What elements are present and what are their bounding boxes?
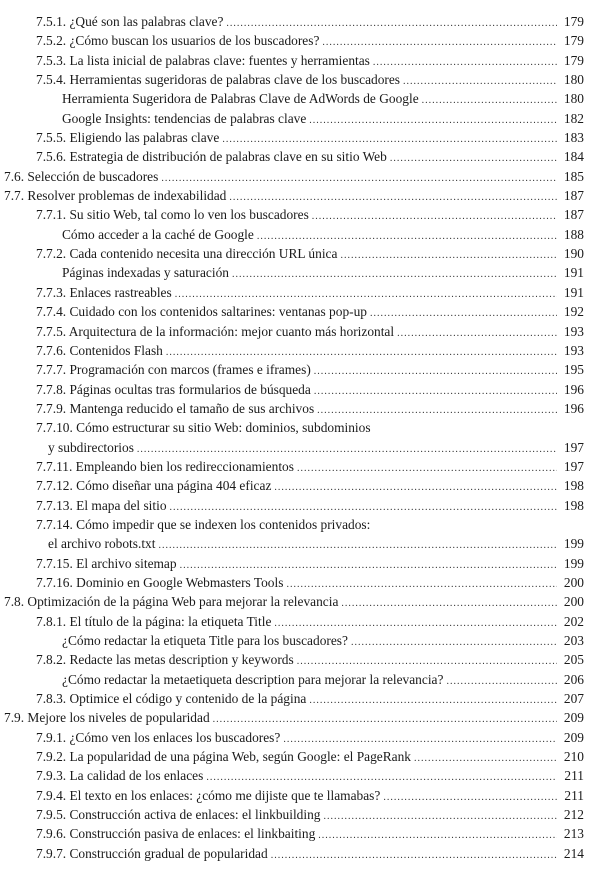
toc-entry[interactable] [0,302,600,321]
toc-entry-title: Herramienta Sugeridora de Palabras Clave de AdWords de Google [62,91,419,107]
toc-entry-page-number: 200 [563,594,584,610]
toc-entry-page-number: 198 [563,478,584,494]
toc-entry[interactable] [0,476,600,495]
toc-entry[interactable] [0,109,600,128]
toc-entry-title: 7.5.3. La lista inicial de palabras clave: fuentes y herramientas [36,52,370,68]
toc-entry-page-number: 199 [563,555,584,571]
toc-entry-title: 7.7.3. Enlaces rastreables [36,284,172,300]
toc-entry-title: 7.9.3. La calidad de los enlaces [36,768,204,784]
toc-entry-title: 7.7.15. El archivo sitemap [36,555,177,571]
toc-entry-title: 7.7.16. Dominio en Google Webmasters Tools [36,574,284,590]
toc-entry-title: 7.5.5. Eligiendo las palabras clave [36,130,220,146]
toc-entry-title: Cómo acceder a la caché de Google [62,226,254,242]
toc-entry[interactable] [0,554,600,573]
toc-entry-page-number: 180 [563,72,584,88]
toc-entry[interactable] [0,225,600,244]
toc-entry-title: 7.7.11. Empleando bien los redireccionamientos [36,458,294,474]
toc-entry[interactable] [0,283,600,302]
toc-entry[interactable] [0,844,600,863]
toc-entry-title: Google Insights: tendencias de palabras clave [62,110,307,126]
toc-entry-title: 7.7.10. Cómo estructurar su sitio Web: dominios, subdominios [36,420,371,436]
toc-entry-page-number: 191 [563,284,584,300]
toc-entry-page-number: 188 [563,226,584,242]
toc-entry-title: 7.9.2. La popularidad de una página Web, según Google: el PageRank [36,749,412,765]
toc-entry[interactable] [0,380,600,399]
toc-entry-page-number: 197 [563,458,584,474]
toc-entry-page-number: 192 [563,304,584,320]
toc-entry[interactable] [0,631,600,650]
toc-entry-page-number: 179 [563,14,584,29]
toc-entry[interactable] [0,824,600,843]
toc-entry-page-number: 185 [563,168,584,184]
toc-entry[interactable] [0,12,600,31]
toc-entry-title-continuation: y subdirectorios [48,439,134,455]
toc-entry[interactable] [0,147,600,166]
toc-entry-title: 7.7.1. Su sitio Web, tal como lo ven los buscadores [36,207,309,223]
toc-entry[interactable] [0,186,600,205]
toc-entry-title: 7.8.2. Redacte las metas description y keywords [36,652,294,668]
toc-entry-title: 7.7.13. El mapa del sitio [36,497,167,513]
toc-entry-title: 7.9. Mejore los niveles de popularidad [4,710,210,726]
toc-entry[interactable] [0,457,600,476]
toc-entry-page-number: 209 [563,710,584,726]
toc-entry-title: 7.8.1. El título de la página: la etiqueta Title [36,613,272,629]
toc-entry-page-number: 183 [563,130,584,146]
toc-entry-page-number: 213 [563,826,584,842]
toc-entry-page-number: 199 [563,536,584,552]
toc-entry-title: ¿Cómo redactar la etiqueta Title para los buscadores? [62,633,348,648]
toc-entry-page-number: 184 [563,149,584,165]
toc-entry[interactable] [0,399,600,418]
toc-entry[interactable] [0,244,600,263]
toc-entry-page-number: 202 [563,613,584,629]
toc-entry-page-number: 182 [563,110,584,126]
toc-entry[interactable] [0,612,600,631]
toc-entry-title-continuation: el archivo robots.txt [48,536,156,552]
toc-entry[interactable] [0,360,600,379]
toc-entry[interactable] [0,805,600,824]
toc-entry[interactable] [0,708,600,727]
toc-entry-title: 7.9.5. Construcción activa de enlaces: el linkbuilding [36,807,321,823]
toc-entry-page-number: 207 [563,691,584,707]
toc-entry-title: ¿Cómo redactar la metaetiqueta description para mejorar la relevancia? [62,671,444,687]
toc-entry-page-number: 206 [563,671,584,687]
toc-entry-title: 7.5.1. ¿Qué son las palabras clave? [36,14,224,29]
toc-entry-page-number: 197 [563,439,584,455]
toc-entry-page-number: 212 [563,807,584,823]
toc-entry[interactable] [0,341,600,360]
toc-entry[interactable] [0,205,600,224]
toc-entry[interactable] [0,689,600,708]
toc-entry-title: 7.7.14. Cómo impedir que se indexen los contenidos privados: [36,516,371,532]
toc-entry[interactable] [0,496,600,515]
toc-entry-page-number: 179 [563,52,584,68]
toc-entry-page-number: 211 [564,787,584,803]
toc-entry-title: Páginas indexadas y saturación [62,265,229,281]
toc-entry-title: 7.7.12. Cómo diseñar una página 404 eficaz [36,478,272,494]
toc-entry-title: 7.7.5. Arquitectura de la información: mejor cuanto más horizontal [36,323,395,339]
toc-entry-page-number: 198 [563,497,584,513]
toc-entry-title: 7.7.9. Mantenga reducido el tamaño de sus archivos [36,400,315,416]
toc-entry-page-number: 195 [563,362,584,378]
toc-entry[interactable] [0,592,600,611]
toc-entry-title: 7.8.3. Optimice el código y contenido de la página [36,691,307,707]
toc-entry-page-number: 203 [563,633,584,648]
toc-entry-title: 7.7.4. Cuidado con los contenidos saltarines: ventanas pop-up [36,304,367,320]
toc-entry[interactable] [0,167,600,186]
toc-entry-page-number: 200 [563,574,584,590]
toc-entry-title: 7.8. Optimización de la página Web para mejorar la relevancia [4,594,339,610]
toc-entry-page-number: 205 [563,652,584,668]
toc-entry[interactable] [0,418,600,457]
toc-entry-title: 7.9.1. ¿Cómo ven los enlaces los buscadores? [36,729,281,745]
toc-entry[interactable] [0,515,600,554]
toc-entry-page-number: 209 [563,729,584,745]
toc-entry-page-number: 193 [563,342,584,358]
toc-entry-title: 7.7.6. Contenidos Flash [36,342,163,358]
toc-entry-title: 7.5.6. Estrategia de distribución de palabras clave en su sitio Web [36,149,387,165]
toc-entry-page-number: 210 [563,749,584,765]
toc-entry-page-number: 191 [563,265,584,281]
toc-entry-page-number: 187 [563,207,584,223]
toc-entry-title: 7.6. Selección de buscadores [4,168,159,184]
toc-entry-page-number: 193 [563,323,584,339]
toc-entry[interactable] [0,70,600,89]
toc-entry[interactable] [0,728,600,747]
toc-entry-title: 7.7.8. Páginas ocultas tras formularios de búsqueda [36,381,311,397]
toc-entry-title: 7.9.4. El texto en los enlaces: ¿cómo me dijiste que te llamabas? [36,787,381,803]
toc-entry-title: 7.5.2. ¿Cómo buscan los usuarios de los buscadores? [36,33,320,49]
toc-entry-title: 7.7. Resolver problemas de indexabilidad [4,188,227,204]
toc-entry-title: 7.5.4. Herramientas sugeridoras de palabras clave de los buscadores [36,72,401,88]
toc-entry[interactable] [0,766,600,785]
toc-entry-page-number: 196 [563,400,584,416]
toc-entry-page-number: 187 [563,188,584,204]
toc-entry[interactable] [0,89,600,108]
toc-entry-page-number: 196 [563,381,584,397]
toc-entry[interactable] [0,670,600,689]
toc-entry[interactable] [0,263,600,282]
toc-entry-page-number: 180 [563,91,584,107]
toc-entry[interactable] [0,128,600,147]
toc-entry[interactable] [0,573,600,592]
toc-entry-page-number: 211 [564,768,584,784]
dot-leader [271,846,557,865]
toc-entry[interactable] [0,747,600,766]
toc-entry-page-number: 214 [563,845,584,861]
toc-entry-page-number: 179 [563,33,584,49]
toc-entry[interactable] [0,31,600,50]
toc-entry-page-number: 190 [563,246,584,262]
toc-entry-title: 7.7.7. Programación con marcos (frames e iframes) [36,362,311,378]
toc-entry[interactable] [0,786,600,805]
toc-entry[interactable] [0,650,600,669]
toc-entry-title: 7.9.6. Construcción pasiva de enlaces: el linkbaiting [36,826,316,842]
toc-entry[interactable] [0,51,600,70]
toc-entry-title: 7.9.7. Construcción gradual de popularidad [36,845,268,861]
toc-entry-title: 7.7.2. Cada contenido necesita una dirección URL única [36,246,338,262]
toc-entry[interactable] [0,322,600,341]
